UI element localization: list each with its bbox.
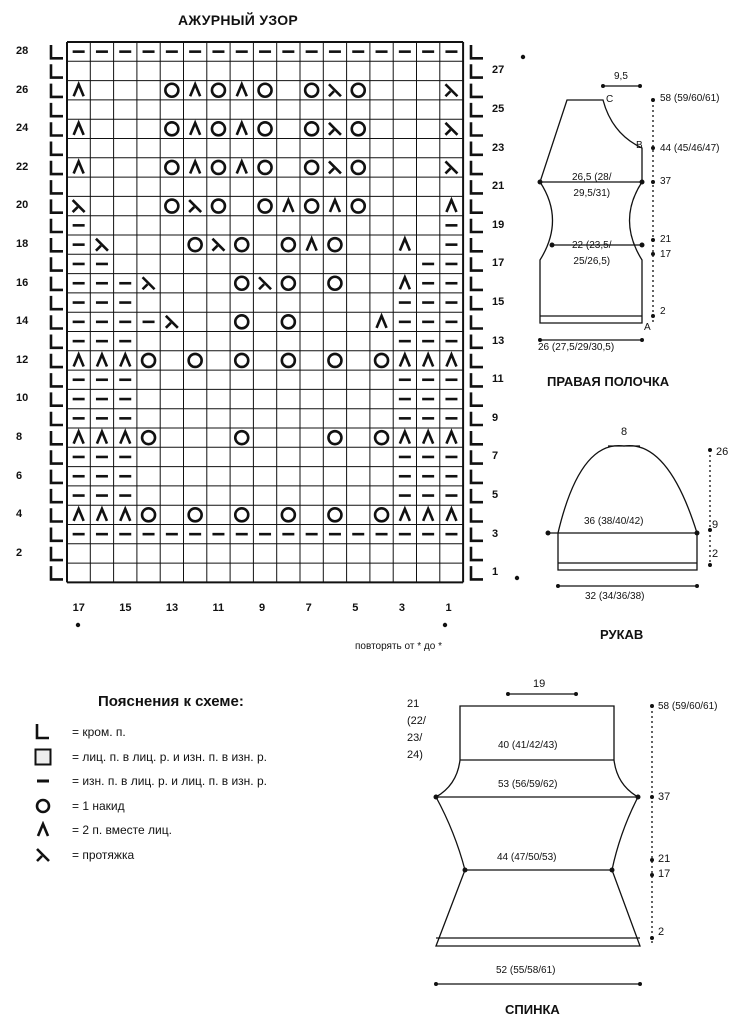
legend-item-text: = лиц. п. в лиц. р. и изн. п. в изн. р. (72, 749, 267, 764)
legend-title: Пояснения к схеме: (98, 693, 244, 710)
back-h-21: 21 (658, 853, 671, 865)
row-label: 8 (16, 431, 23, 443)
legend-item-text: = кром. п. (72, 725, 126, 739)
front-h-44: 44 (45/46/47) (660, 143, 720, 154)
chart-title: АЖУРНЫЙ УЗОР (178, 12, 299, 28)
row-label: 7 (492, 450, 499, 463)
back-h-2: 2 (658, 926, 665, 938)
row-label: 14 (16, 315, 29, 328)
row-label: 20 (16, 199, 29, 212)
column-label: 13 (165, 602, 179, 614)
back-neck: 19 (533, 678, 546, 690)
row-label: 13 (492, 334, 505, 347)
sleeve-bottom: 32 (34/36/38) (585, 591, 645, 602)
row-label: 24 (16, 122, 29, 135)
back-h-58: 58 (59/60/61) (658, 701, 718, 712)
legend-item-text: = изн. п. в лиц. р. и лиц. п. в изн. р. (72, 774, 267, 788)
back-chest: 53 (56/59/62) (498, 779, 558, 790)
front-point-a: A (644, 322, 651, 333)
back-waist: 44 (47/50/53) (497, 852, 557, 863)
row-label: 2 (16, 546, 23, 559)
sleeve-h-9: 9 (712, 519, 719, 531)
front-neck: 9,5 (614, 71, 628, 82)
row-label: 19 (492, 218, 505, 231)
sleeve-top: 8 (621, 426, 628, 438)
row-label: 23 (492, 141, 505, 154)
front-waist: 22 (23,5/ 25/26,5) (572, 240, 612, 267)
row-label: 16 (16, 276, 29, 289)
column-label: 1 (445, 602, 452, 614)
row-label: 9 (492, 411, 499, 424)
back-h-17: 17 (658, 868, 671, 880)
front-point-c: C (606, 94, 614, 105)
row-label: 6 (16, 469, 23, 482)
legend-item-text: = протяжка (72, 847, 135, 862)
row-label: 21 (492, 180, 505, 193)
back-title: СПИНКА (505, 1002, 560, 1017)
row-label: 3 (492, 527, 499, 540)
column-label: 7 (305, 602, 312, 614)
front-h-58: 58 (59/60/61) (660, 93, 720, 104)
front-h-17: 17 (660, 249, 672, 260)
front-h-37: 37 (660, 176, 672, 187)
sleeve-h-2: 2 (712, 548, 719, 560)
sleeve-width: 36 (38/40/42) (584, 516, 644, 527)
row-label: 1 (492, 566, 499, 579)
row-label: 28 (16, 45, 29, 57)
front-bottom: 26 (27,5/29/30,5) (538, 342, 615, 353)
column-label: 5 (352, 602, 359, 614)
repeat-note: повторять от * до * (355, 641, 442, 652)
column-label: 17 (72, 602, 85, 614)
front-title: ПРАВАЯ ПОЛОЧКА (547, 374, 670, 389)
row-label: 11 (492, 373, 504, 386)
front-h-21: 21 (660, 234, 672, 245)
row-label: 22 (16, 160, 29, 173)
column-label: 9 (259, 602, 266, 614)
row-label: 4 (16, 508, 23, 521)
front-h-2: 2 (660, 306, 666, 317)
row-label: 18 (16, 238, 29, 250)
back-left-height: 21 (22/ 23/ 24) (407, 698, 426, 761)
row-label: 27 (492, 64, 505, 77)
column-label: 3 (398, 602, 405, 614)
back-bottom: 52 (55/58/61) (496, 965, 556, 976)
row-label: 25 (492, 102, 505, 115)
back-shoulders: 40 (41/42/43) (498, 740, 558, 751)
row-label: 17 (492, 257, 505, 270)
sleeve-title: РУКАВ (600, 627, 644, 642)
column-label: 11 (212, 602, 225, 614)
row-label: 26 (16, 83, 29, 96)
back-h-37: 37 (658, 791, 671, 803)
row-label: 15 (492, 295, 505, 308)
legend-item-text: = 1 накид (72, 798, 125, 813)
sleeve-h-26: 26 (716, 446, 729, 458)
row-label: 12 (16, 353, 29, 366)
row-label: 10 (16, 392, 29, 405)
legend-item-text: = 2 п. вместе лиц. (72, 823, 172, 837)
front-chest: 26,5 (28/ 29,5/31) (572, 172, 612, 199)
column-label: 15 (119, 602, 132, 614)
row-label: 5 (492, 488, 499, 501)
front-point-b: B (636, 140, 643, 151)
